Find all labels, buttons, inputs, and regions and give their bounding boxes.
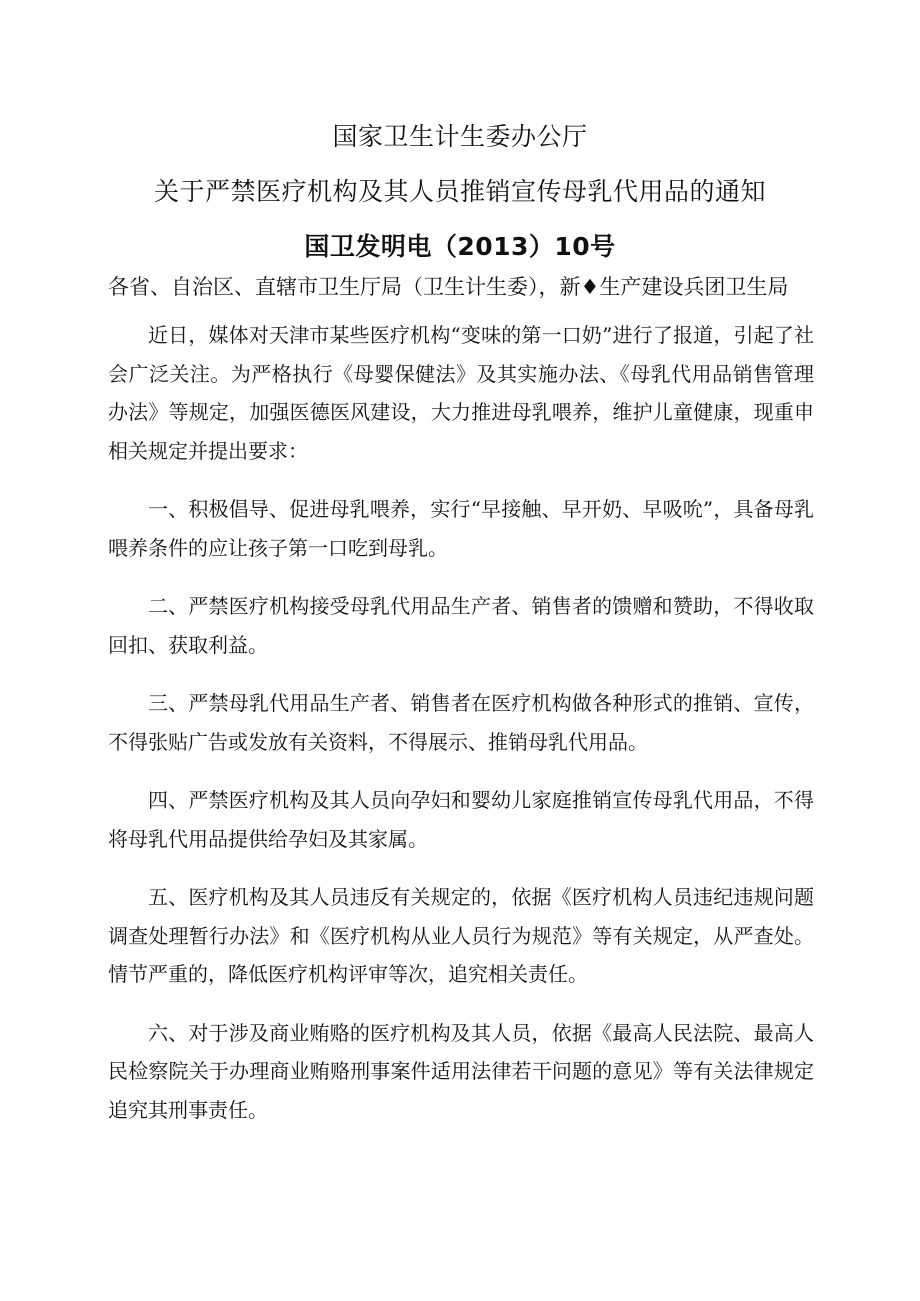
paragraph-item-6: 六、对于涉及商业贿赂的医疗机构及其人员，依据《最高人民法院、最高人民检察院关于办理商业贿赂刑事案件适用法律若干问题的意见》等有关法律规定追究其刑事责任。 <box>108 1020 814 1122</box>
document-number: 国卫发明电（2013）10号 <box>304 232 616 261</box>
paragraph-item-1: 一、积极倡导、促进母乳喂养，实行“早接触、早开奶、早吸吮”，具备母乳喂养条件的应让孩子第一口吃到母乳。 <box>108 497 814 560</box>
document-title: 关于严禁医疗机构及其人员推销宣传母乳代用品的通知 <box>153 177 766 206</box>
issuing-agency: 国家卫生计生委办公厅 <box>332 122 588 151</box>
paragraph-item-5: 五、医疗机构及其人员违反有关规定的，依据《医疗机构人员违纪违规问题调查处理暂行办法》和《医疗机构从业人员行为规范》等有关规定，从严查处。情节严重的，降低医疗机构评审等次，追究相关责任。 <box>108 885 814 986</box>
addressee-line: 各省、自治区、直辖市卫生厅局（卫生计生委），新♦生产建设兵团卫生局 <box>108 275 789 299</box>
document-body <box>108 316 814 1149</box>
paragraph-item-3: 三、严禁母乳代用品生产者、销售者在医疗机构做各种形式的推销、宣传，不得张贴广告或发放有关资料，不得展示、推销母乳代用品。 <box>108 691 814 754</box>
paragraph-item-4: 四、严禁医疗机构及其人员向孕妇和婴幼儿家庭推销宣传母乳代用品，不得将母乳代用品提供给孕妇及其家属。 <box>108 788 814 851</box>
paragraph-intro: 近日，媒体对天津市某些医疗机构“变味的第一口奶”进行了报道，引起了社会广泛关注。为严格执行《母婴保健法》及其实施办法、《母乳代用品销售管理办法》等规定，加强医德医风建设，大力推进母乳喂养，维护儿童健康，现重申相关规定并提出要求： <box>108 323 814 463</box>
paragraph-item-2: 二、严禁医疗机构接受母乳代用品生产者、销售者的馈赠和赞助，不得收取回扣、获取利益。 <box>108 594 814 657</box>
document-header <box>0 122 920 287</box>
